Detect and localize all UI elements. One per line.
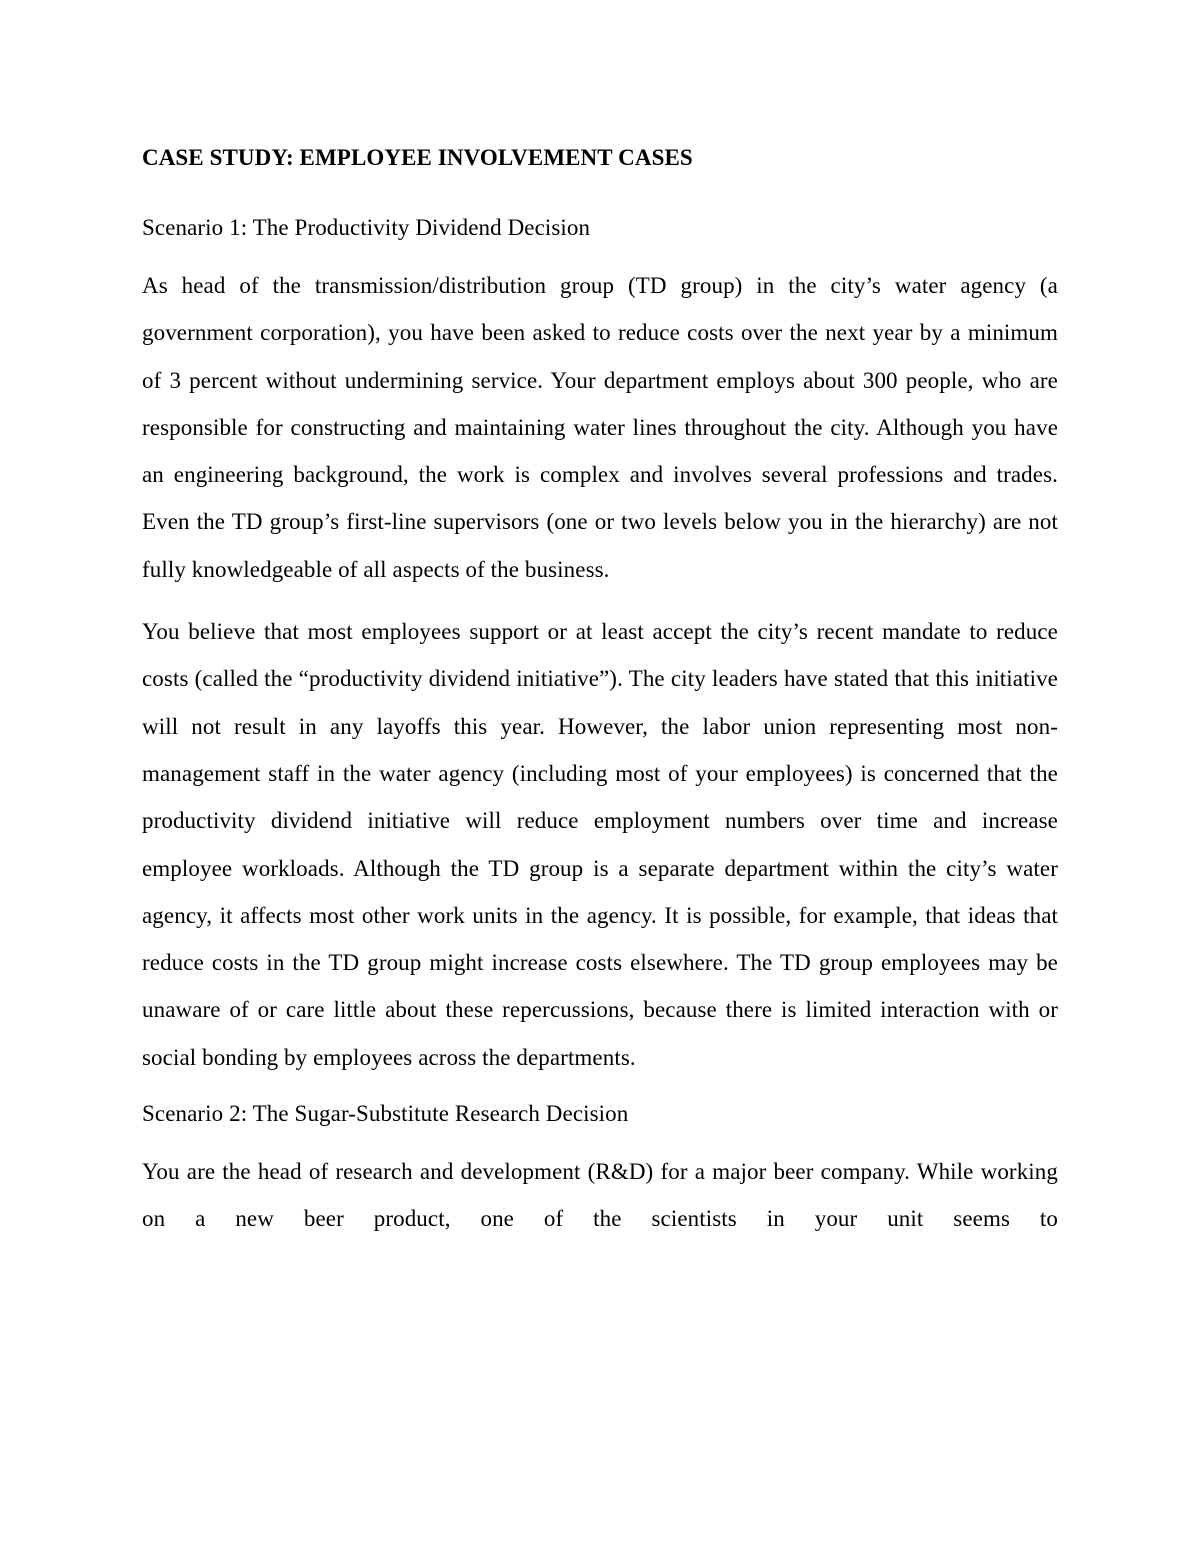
- document-body: [142, 140, 1058, 1258]
- document-title: CASE STUDY: EMPLOYEE INVOLVEMENT CASES: [142, 145, 693, 170]
- scenario-1-paragraph-1: As head of the transmission/distribution group (TD group) in the city’s water agency (a government corporation), you have been asked to reduce costs over the next year by a minimum of 3 percent without undermining service. Your department employs about 300 people, who are responsible for constructing and maintaining water lines throughout the city. Although you have an engineering background, the work is complex and involves several professions and trades. Even the TD group’s first-line supervisors (one or two levels below you in the hierarchy) are not fully knowledgeable of all aspects of the business.: [142, 273, 1058, 582]
- scenario-1-heading: Scenario 1: The Productivity Dividend Decision: [142, 215, 591, 240]
- scenario-1-paragraph-2: You believe that most employees support or at least accept the city’s recent mandate to reduce costs (called the “productivity dividend initiative”). The city leaders have stated that this initiative will not result in any layoffs this year. However, the labor union representing most non-management staff in the water agency (including most of your employees) is concerned that the productivity dividend initiative will reduce employment numbers over time and increase employee workloads. Although the TD group is a separate department within the city’s water agency, it affects most other work units in the agency. It is possible, for example, that ideas that reduce costs in the TD group might increase costs elsewhere. The TD group employees may be unaware of or care little about these repercussions, because there is limited interaction with or social bonding by employees across the departments.: [142, 619, 1058, 1070]
- scenario-2-paragraph-1: You are the head of research and development (R&D) for a major beer company. While working on a new beer product, one of the scientists in your unit seems to: [142, 1159, 1058, 1232]
- scenario-2-heading: Scenario 2: The Sugar-Substitute Research Decision: [142, 1101, 629, 1127]
